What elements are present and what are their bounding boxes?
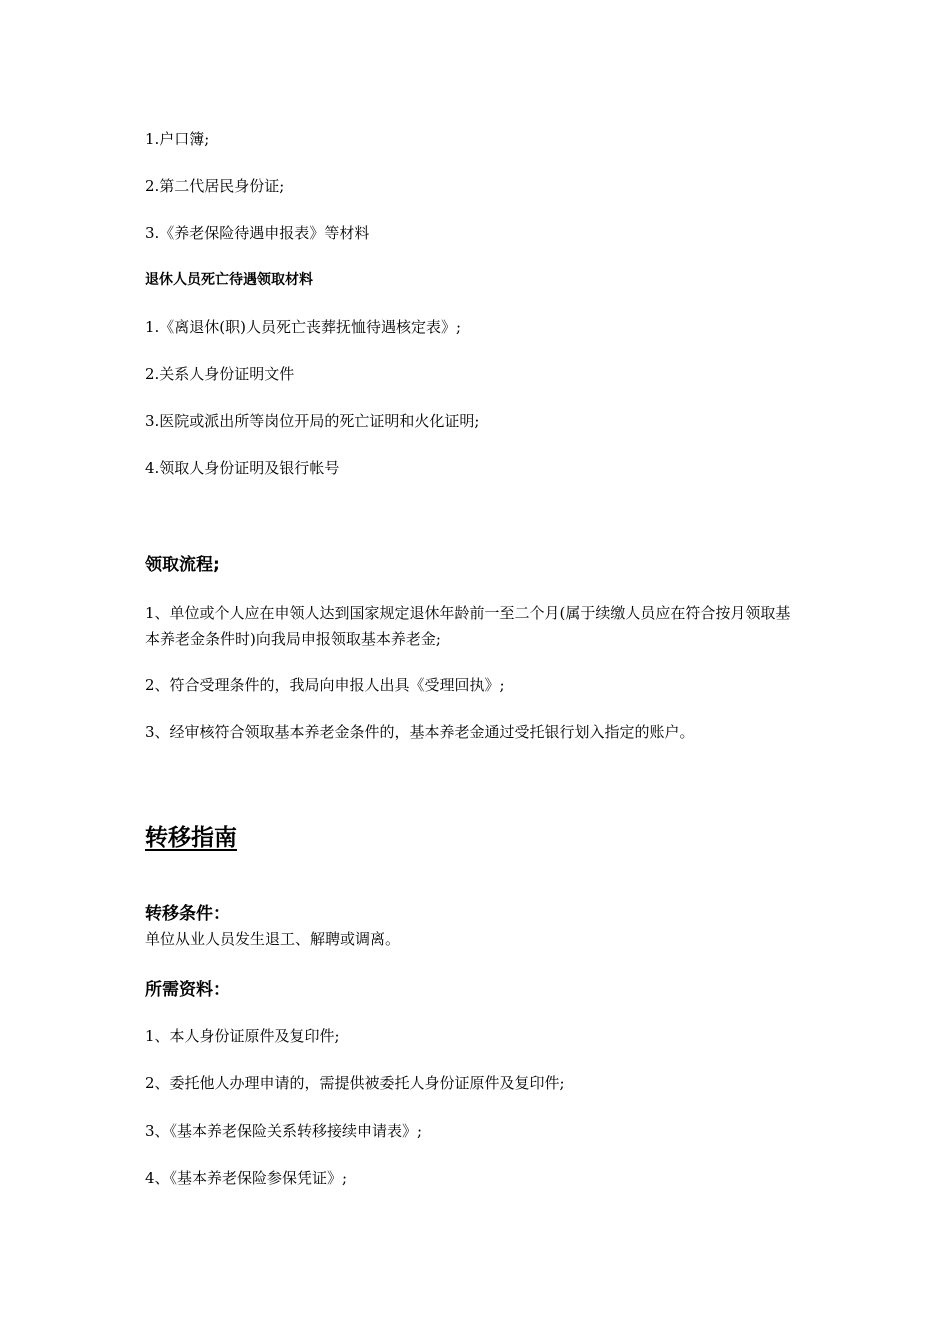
retirement-item-1: 1.户口簿; — [145, 130, 210, 148]
transfer-guide-title: 转移指南 — [145, 825, 237, 851]
death-benefit-item-4: 4.领取人身份证明及银行帐号 — [145, 459, 340, 477]
materials-item-4: 4、《基本养老保险参保凭证》; — [145, 1169, 348, 1187]
claim-process-step-3: 3、经审核符合领取基本养老金条件的，基本养老金通过受托银行划入指定的账户。 — [145, 723, 695, 741]
claim-process-step-1: 1、单位或个人应在申领人达到国家规定退休年龄前一至二个月(属于续缴人员应在符合按月领取基本养老金条件时)向我局申报领取基本养老金; — [145, 604, 791, 648]
materials-item-3: 3、《基本养老保险关系转移接续申请表》; — [145, 1122, 423, 1140]
transfer-conditions-text: 单位从业人员发生退工、解聘或调离。 — [145, 930, 401, 948]
death-benefit-item-2: 2.关系人身份证明文件 — [145, 365, 295, 383]
death-benefit-title: 退休人员死亡待遇领取材料 — [145, 272, 313, 288]
materials-item-1: 1、本人身份证原件及复印件; — [145, 1027, 340, 1045]
claim-process-step-2: 2、符合受理条件的，我局向申报人出具《受理回执》; — [145, 676, 505, 694]
required-materials-title: 所需资料： — [145, 980, 230, 1000]
claim-process-title: 领取流程; — [145, 555, 220, 575]
retirement-item-3: 3.《养老保险待遇申报表》等材料 — [145, 224, 370, 242]
retirement-item-2: 2.第二代居民身份证; — [145, 177, 285, 195]
death-benefit-item-3: 3.医院或派出所等岗位开局的死亡证明和火化证明; — [145, 412, 480, 430]
materials-item-2: 2、委托他人办理申请的，需提供被委托人身份证原件及复印件; — [145, 1074, 565, 1092]
death-benefit-item-1: 1.《离退休(职)人员死亡丧葬抚恤待遇核定表》; — [145, 318, 462, 336]
transfer-conditions-title: 转移条件： — [145, 904, 230, 924]
